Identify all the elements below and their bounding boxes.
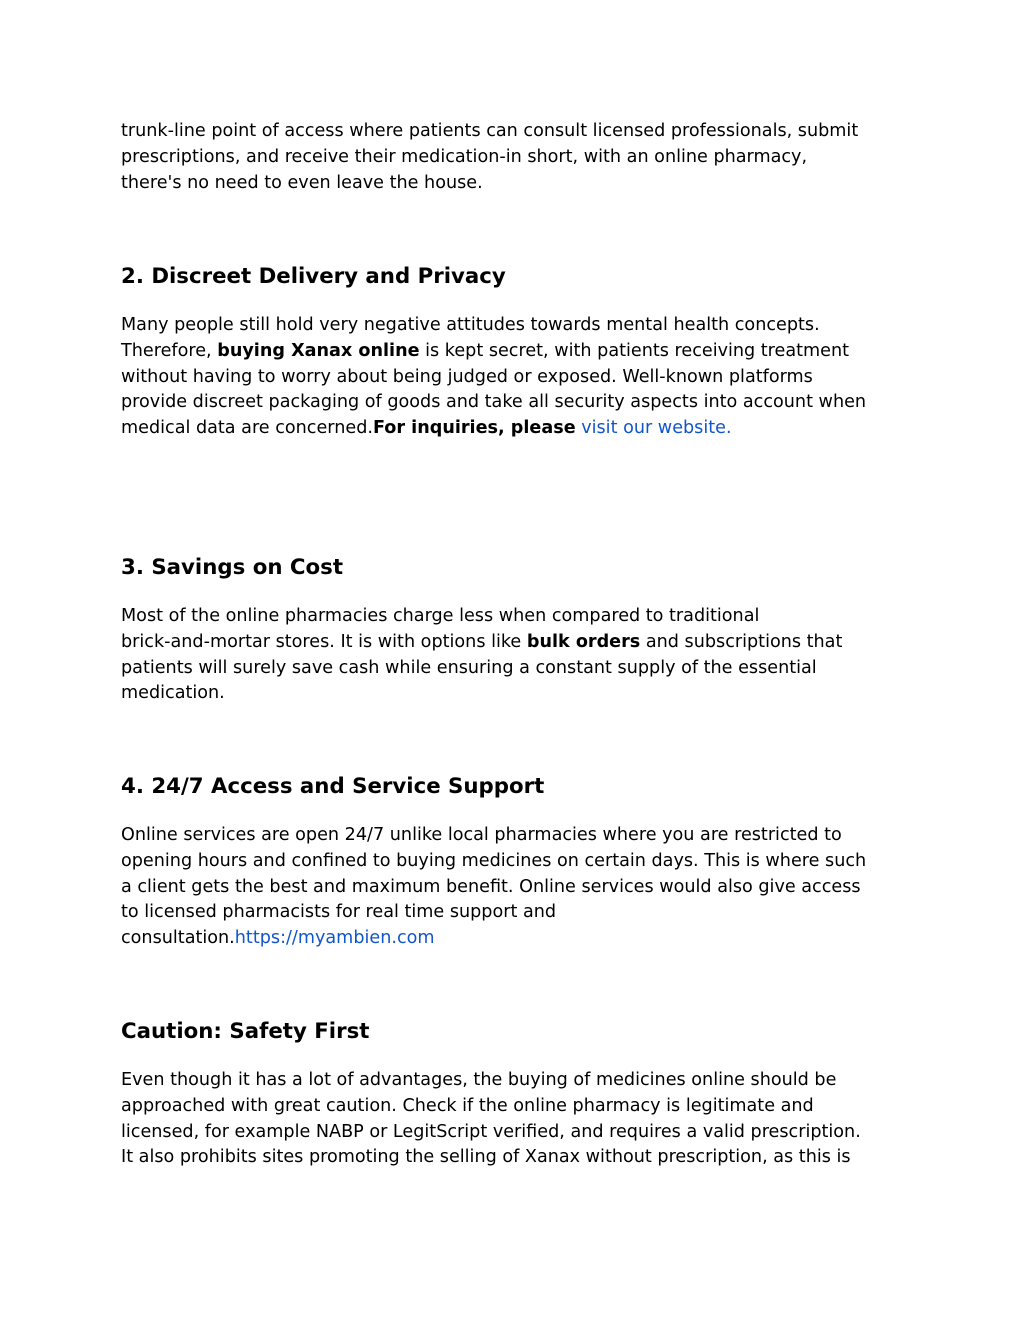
- savings-line-4: medication.: [121, 683, 225, 704]
- caution-line-3: licensed, for example NABP or LegitScript verified, and requires a valid prescription.: [121, 1121, 861, 1142]
- visit-website-link[interactable]: visit our website.: [581, 418, 732, 439]
- intro-line-2: prescriptions, and receive their medication-in short, with an online pharmacy,: [121, 146, 808, 167]
- privacy-bold-keyword: buying Xanax online: [217, 340, 420, 361]
- access-line-3: a client gets the best and maximum benefit. Online services would also give access: [121, 876, 861, 897]
- section-heading-savings: 3. Savings on Cost: [121, 555, 344, 580]
- access-line-5-pre: consultation.: [121, 928, 235, 949]
- savings-bold-keyword: bulk orders: [526, 631, 641, 652]
- access-line-4: to licensed pharmacists for real time support and: [121, 902, 557, 923]
- intro-paragraph: [121, 119, 858, 196]
- privacy-line-2-pre: Therefore,: [121, 340, 218, 361]
- savings-line-1: Most of the online pharmacies charge less when compared to traditional: [121, 606, 760, 626]
- section-heading-access: 4. 24/7 Access and Service Support: [121, 774, 545, 799]
- caution-line-4: It also prohibits sites promoting the selling of Xanax without prescription, as this is: [121, 1147, 851, 1168]
- savings-line-2-pre: brick-and-mortar stores. It is with options like: [121, 631, 527, 652]
- privacy-line-3: without having to worry about being judged or exposed. Well-known platforms: [121, 366, 813, 387]
- myambien-link[interactable]: https://myambien.com: [234, 928, 435, 949]
- access-line-2: opening hours and confined to buying medicines on certain days. This is where such: [121, 850, 867, 871]
- savings-line-2-post: and subscriptions that: [640, 631, 843, 652]
- privacy-paragraph: [121, 313, 866, 442]
- savings-paragraph: [121, 604, 842, 707]
- intro-line-1: trunk-line point of access where patients can consult licensed professionals, submit: [121, 121, 859, 141]
- inquiries-bold-text: For inquiries, please: [372, 418, 576, 439]
- caution-line-2: approached with great caution. Check if the online pharmacy is legitimate and: [121, 1095, 814, 1116]
- caution-line-1: Even though it has a lot of advantages, the buying of medicines online should be: [121, 1070, 837, 1090]
- section-heading-privacy: 2. Discreet Delivery and Privacy: [121, 264, 506, 289]
- intro-line-3: there's no need to even leave the house.: [121, 172, 483, 193]
- privacy-line-1: Many people still hold very negative attitudes towards mental health concepts.: [121, 315, 820, 335]
- access-line-1: Online services are open 24/7 unlike local pharmacies where you are restricted to: [121, 825, 842, 845]
- privacy-line-4: provide discreet packaging of goods and take all security aspects into account when: [121, 392, 867, 413]
- privacy-line-2-post: is kept secret, with patients receiving treatment: [419, 340, 850, 361]
- privacy-line-5-pre: medical data are concerned.: [121, 418, 373, 439]
- access-paragraph: [121, 823, 866, 952]
- section-heading-caution: Caution: Safety First: [121, 1019, 370, 1044]
- caution-paragraph: [121, 1068, 861, 1171]
- savings-line-3: patients will surely save cash while ensuring a constant supply of the essential: [121, 657, 817, 678]
